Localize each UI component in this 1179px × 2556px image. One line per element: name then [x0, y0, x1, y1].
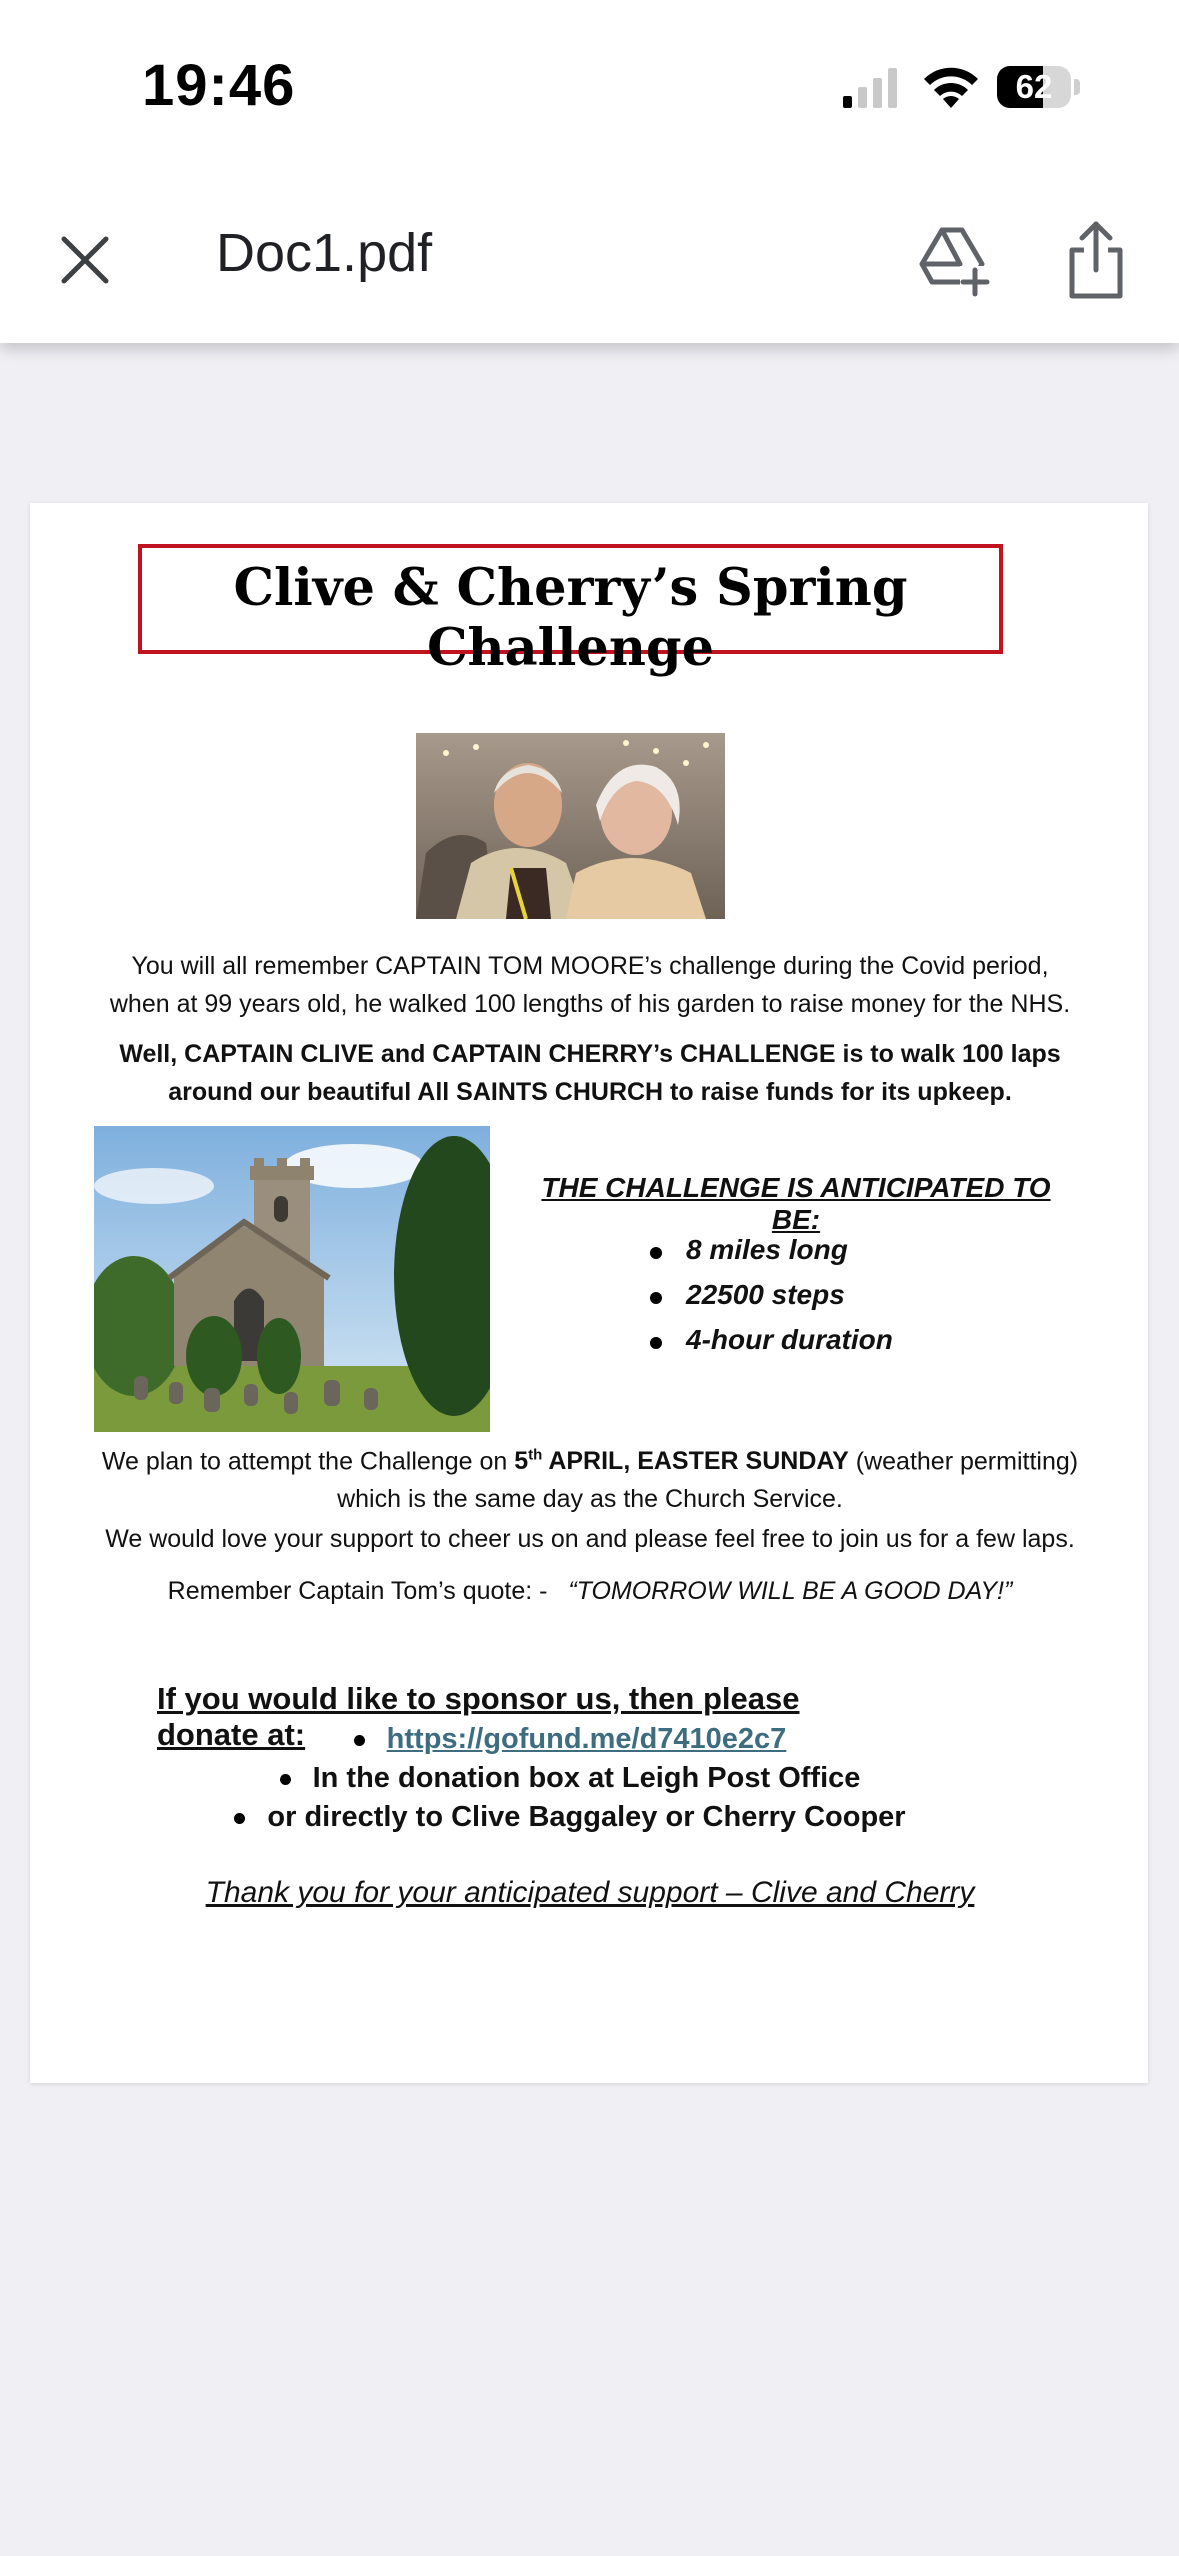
quote-prefix: Remember Captain Tom’s quote: -: [167, 1577, 548, 1605]
thanks-line: Thank you for your anticipated support – Clive and Cherry: [205, 1876, 975, 1909]
status-time: 19:46: [142, 53, 296, 118]
quote-paragraph: [90, 1577, 1090, 1606]
document-title: Doc1.pdf: [216, 223, 433, 283]
cellular-signal-icon: [843, 68, 899, 108]
intro-paragraph: [90, 947, 1090, 1023]
challenge-line-2: around our beautiful All SAINTS CHURCH to raise funds for its upkeep.: [168, 1078, 1012, 1106]
sponsor-item-direct-text: or directly to Clive Baggaley or Cherry Cooper: [267, 1801, 906, 1833]
share-icon[interactable]: [1056, 218, 1136, 302]
challenge-list: [650, 1234, 893, 1369]
intro-line-1: You will all remember CAPTAIN TOM MOORE’s challenge during the Covid period,: [131, 952, 1049, 980]
support-paragraph: We would love your support to cheer us on and please feel free to join us for a few laps.: [105, 1525, 1075, 1553]
sponsor-list: [230, 1723, 910, 1840]
plan-sup: th: [528, 1447, 543, 1464]
plan-prefix: We plan to attempt the Challenge on: [101, 1447, 515, 1476]
challenge-heading: THE CHALLENGE IS ANTICIPATED TO BE:: [541, 1172, 1051, 1235]
pdf-page[interactable]: [30, 503, 1148, 2083]
title-box: [138, 544, 1003, 678]
plan-paragraph: [90, 1437, 1090, 1518]
church-photo: [94, 1126, 490, 1432]
sponsor-heading: If you would like to sponsor us, then please donate at:: [157, 1681, 800, 1752]
battery-icon: [997, 66, 1079, 108]
challenge-item-duration: 4-hour duration: [650, 1324, 893, 1369]
plan-suffix: (weather permitting): [848, 1447, 1079, 1476]
challenge-item-distance: 8 miles long: [650, 1234, 893, 1279]
plan-date: APRIL, EASTER SUNDAY: [542, 1447, 849, 1476]
sponsor-item-box: [230, 1762, 910, 1801]
quote-text: “TOMORROW WILL BE A GOOD DAY!”: [568, 1577, 1013, 1605]
close-button[interactable]: [50, 225, 120, 295]
gofund-link[interactable]: https://gofund.me/d7410e2c7: [386, 1723, 787, 1755]
app-header: [0, 0, 1179, 343]
wifi-icon: [921, 64, 981, 110]
intro-line-2: when at 99 years old, he walked 100 lengths of his garden to raise money for the NHS.: [109, 990, 1071, 1018]
couple-photo: [416, 733, 725, 919]
poster-title: Clive & Cherry’s Spring Challenge: [233, 558, 908, 678]
sponsor-item-direct: [230, 1801, 910, 1840]
challenge-item-steps: 22500 steps: [650, 1279, 893, 1324]
sponsor-item-box-text: In the donation box at Leigh Post Office: [312, 1762, 861, 1794]
challenge-line-1: Well, CAPTAIN CLIVE and CAPTAIN CHERRY’s CHALLENGE is to walk 100 laps: [119, 1040, 1061, 1068]
plan-day: 5: [514, 1447, 529, 1476]
add-to-drive-icon[interactable]: [912, 220, 992, 300]
challenge-paragraph: [90, 1035, 1090, 1111]
plan-line-2: which is the same day as the Church Service.: [337, 1485, 843, 1514]
sponsor-item-link: [230, 1723, 910, 1762]
battery-level: 62: [1015, 68, 1053, 105]
plan-line-1: [90, 1437, 1090, 1480]
